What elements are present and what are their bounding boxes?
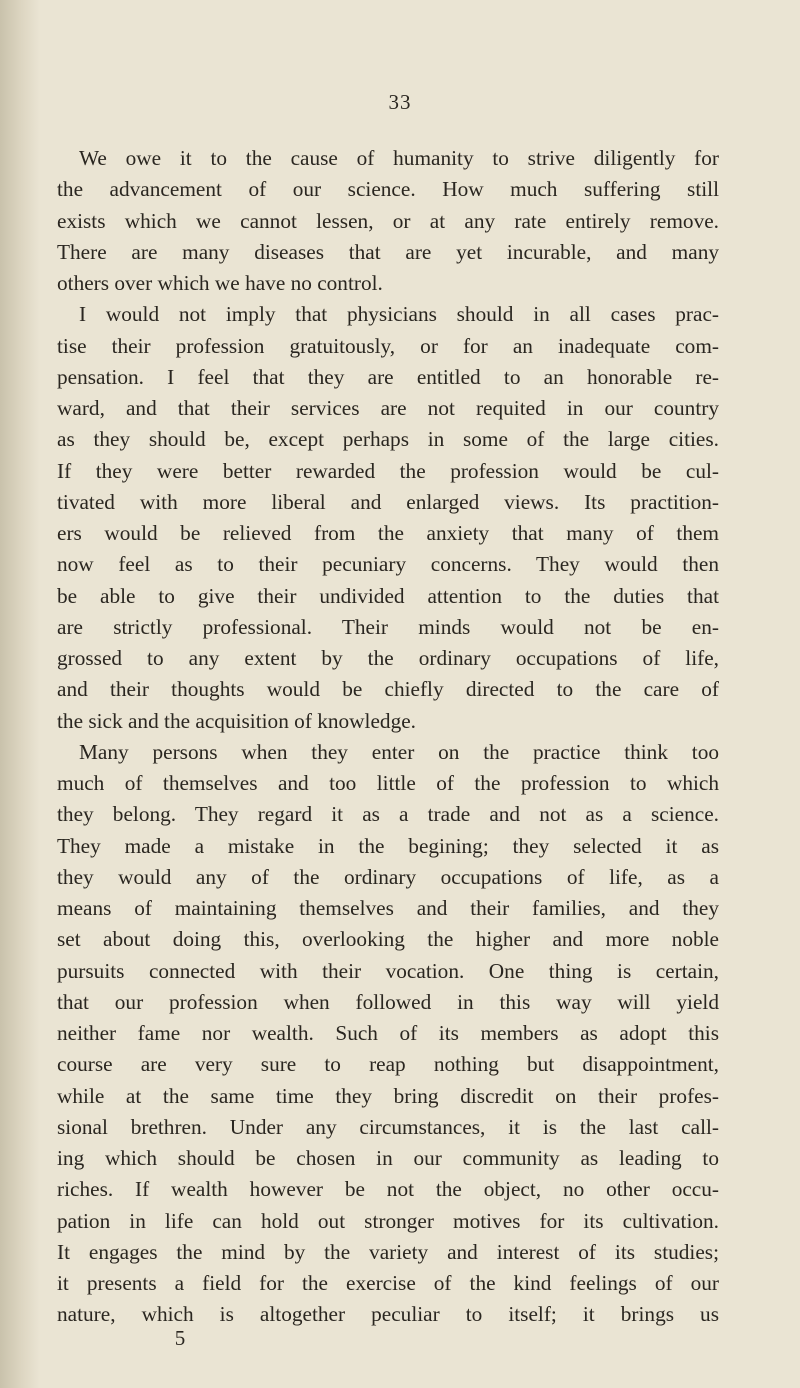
text-line: are strictly professional. Their minds would not be en- bbox=[57, 614, 719, 639]
text-line: the advancement of our science. How much suffering still bbox=[57, 177, 719, 202]
text-line: riches. If wealth however be not the object, no other occu- bbox=[57, 1177, 719, 1202]
text-line: nature, which is altogether peculiar to itself; it brings us bbox=[57, 1302, 719, 1327]
page-number: 33 bbox=[388, 90, 412, 114]
text-line: set about doing this, overlooking the higher and more noble bbox=[57, 927, 719, 952]
text-line: It engages the mind by the variety and interest of its studies; bbox=[57, 1239, 719, 1264]
text-line: course are very sure to reap nothing but disappointment, bbox=[57, 1052, 719, 1077]
paragraph bbox=[57, 299, 719, 737]
text-line: that our profession when followed in this way will yield bbox=[57, 989, 719, 1014]
text-line: tise their profession gratuitously, or for an inadequate com- bbox=[57, 333, 719, 358]
text-line: as they should be, except perhaps in some of the large cities. bbox=[57, 427, 719, 452]
body-text bbox=[57, 143, 719, 1331]
text-line: tivated with more liberal and enlarged views. Its practition- bbox=[57, 489, 719, 514]
text-line: If they were better rewarded the profession would be cul- bbox=[57, 458, 719, 483]
text-line: exists which we cannot lessen, or at any rate entirely remove. bbox=[57, 208, 719, 233]
text-line: the sick and the acquisition of knowledge. bbox=[57, 708, 417, 733]
text-line: others over which we have no control. bbox=[57, 271, 383, 295]
text-line: much of themselves and too little of the profession to which bbox=[57, 771, 719, 795]
text-line: ers would be relieved from the anxiety that many of them bbox=[57, 521, 719, 545]
text-line: ward, and that their services are not requited in our country bbox=[57, 396, 719, 420]
text-line: I would not imply that physicians should in all cases prac- bbox=[79, 302, 719, 327]
text-line: grossed to any extent by the ordinary occupations of life, bbox=[57, 646, 719, 670]
text-line: ing which should be chosen in our community as leading to bbox=[57, 1146, 719, 1170]
text-line: We owe it to the cause of humanity to strive diligently for bbox=[79, 146, 719, 170]
text-line: they would any of the ordinary occupations of life, as a bbox=[57, 864, 719, 889]
text-line: it presents a field for the exercise of the kind feelings of our bbox=[57, 1271, 719, 1295]
page-gutter-shadow bbox=[0, 0, 40, 1388]
text-line: neither fame nor wealth. Such of its members as adopt this bbox=[57, 1021, 719, 1045]
signature-mark: 5 bbox=[174, 1326, 186, 1350]
text-line: now feel as to their pecuniary concerns. They would then bbox=[57, 552, 719, 577]
paragraph bbox=[57, 737, 719, 1331]
text-line: There are many diseases that are yet incurable, and many bbox=[57, 239, 719, 264]
text-line: they belong. They regard it as a trade and not as a science. bbox=[57, 802, 719, 827]
text-line: sional brethren. Under any circumstances, it is the last call- bbox=[57, 1114, 719, 1139]
text-line: be able to give their undivided attention to the duties that bbox=[57, 583, 719, 608]
text-line: pation in life can hold out stronger motives for its cultivation. bbox=[57, 1208, 719, 1233]
text-line: pursuits connected with their vocation. One thing is certain, bbox=[57, 958, 719, 983]
text-line: pensation. I feel that they are entitled to an honorable re- bbox=[57, 364, 719, 389]
text-line: while at the same time they bring discredit on their profes- bbox=[57, 1083, 719, 1108]
text-line: Many persons when they enter on the practice think too bbox=[79, 739, 719, 764]
text-line: They made a mistake in the begining; they selected it as bbox=[57, 833, 719, 858]
text-line: means of maintaining themselves and their families, and they bbox=[57, 896, 719, 920]
paragraph bbox=[57, 143, 719, 299]
text-line: and their thoughts would be chiefly directed to the care of bbox=[57, 677, 719, 702]
